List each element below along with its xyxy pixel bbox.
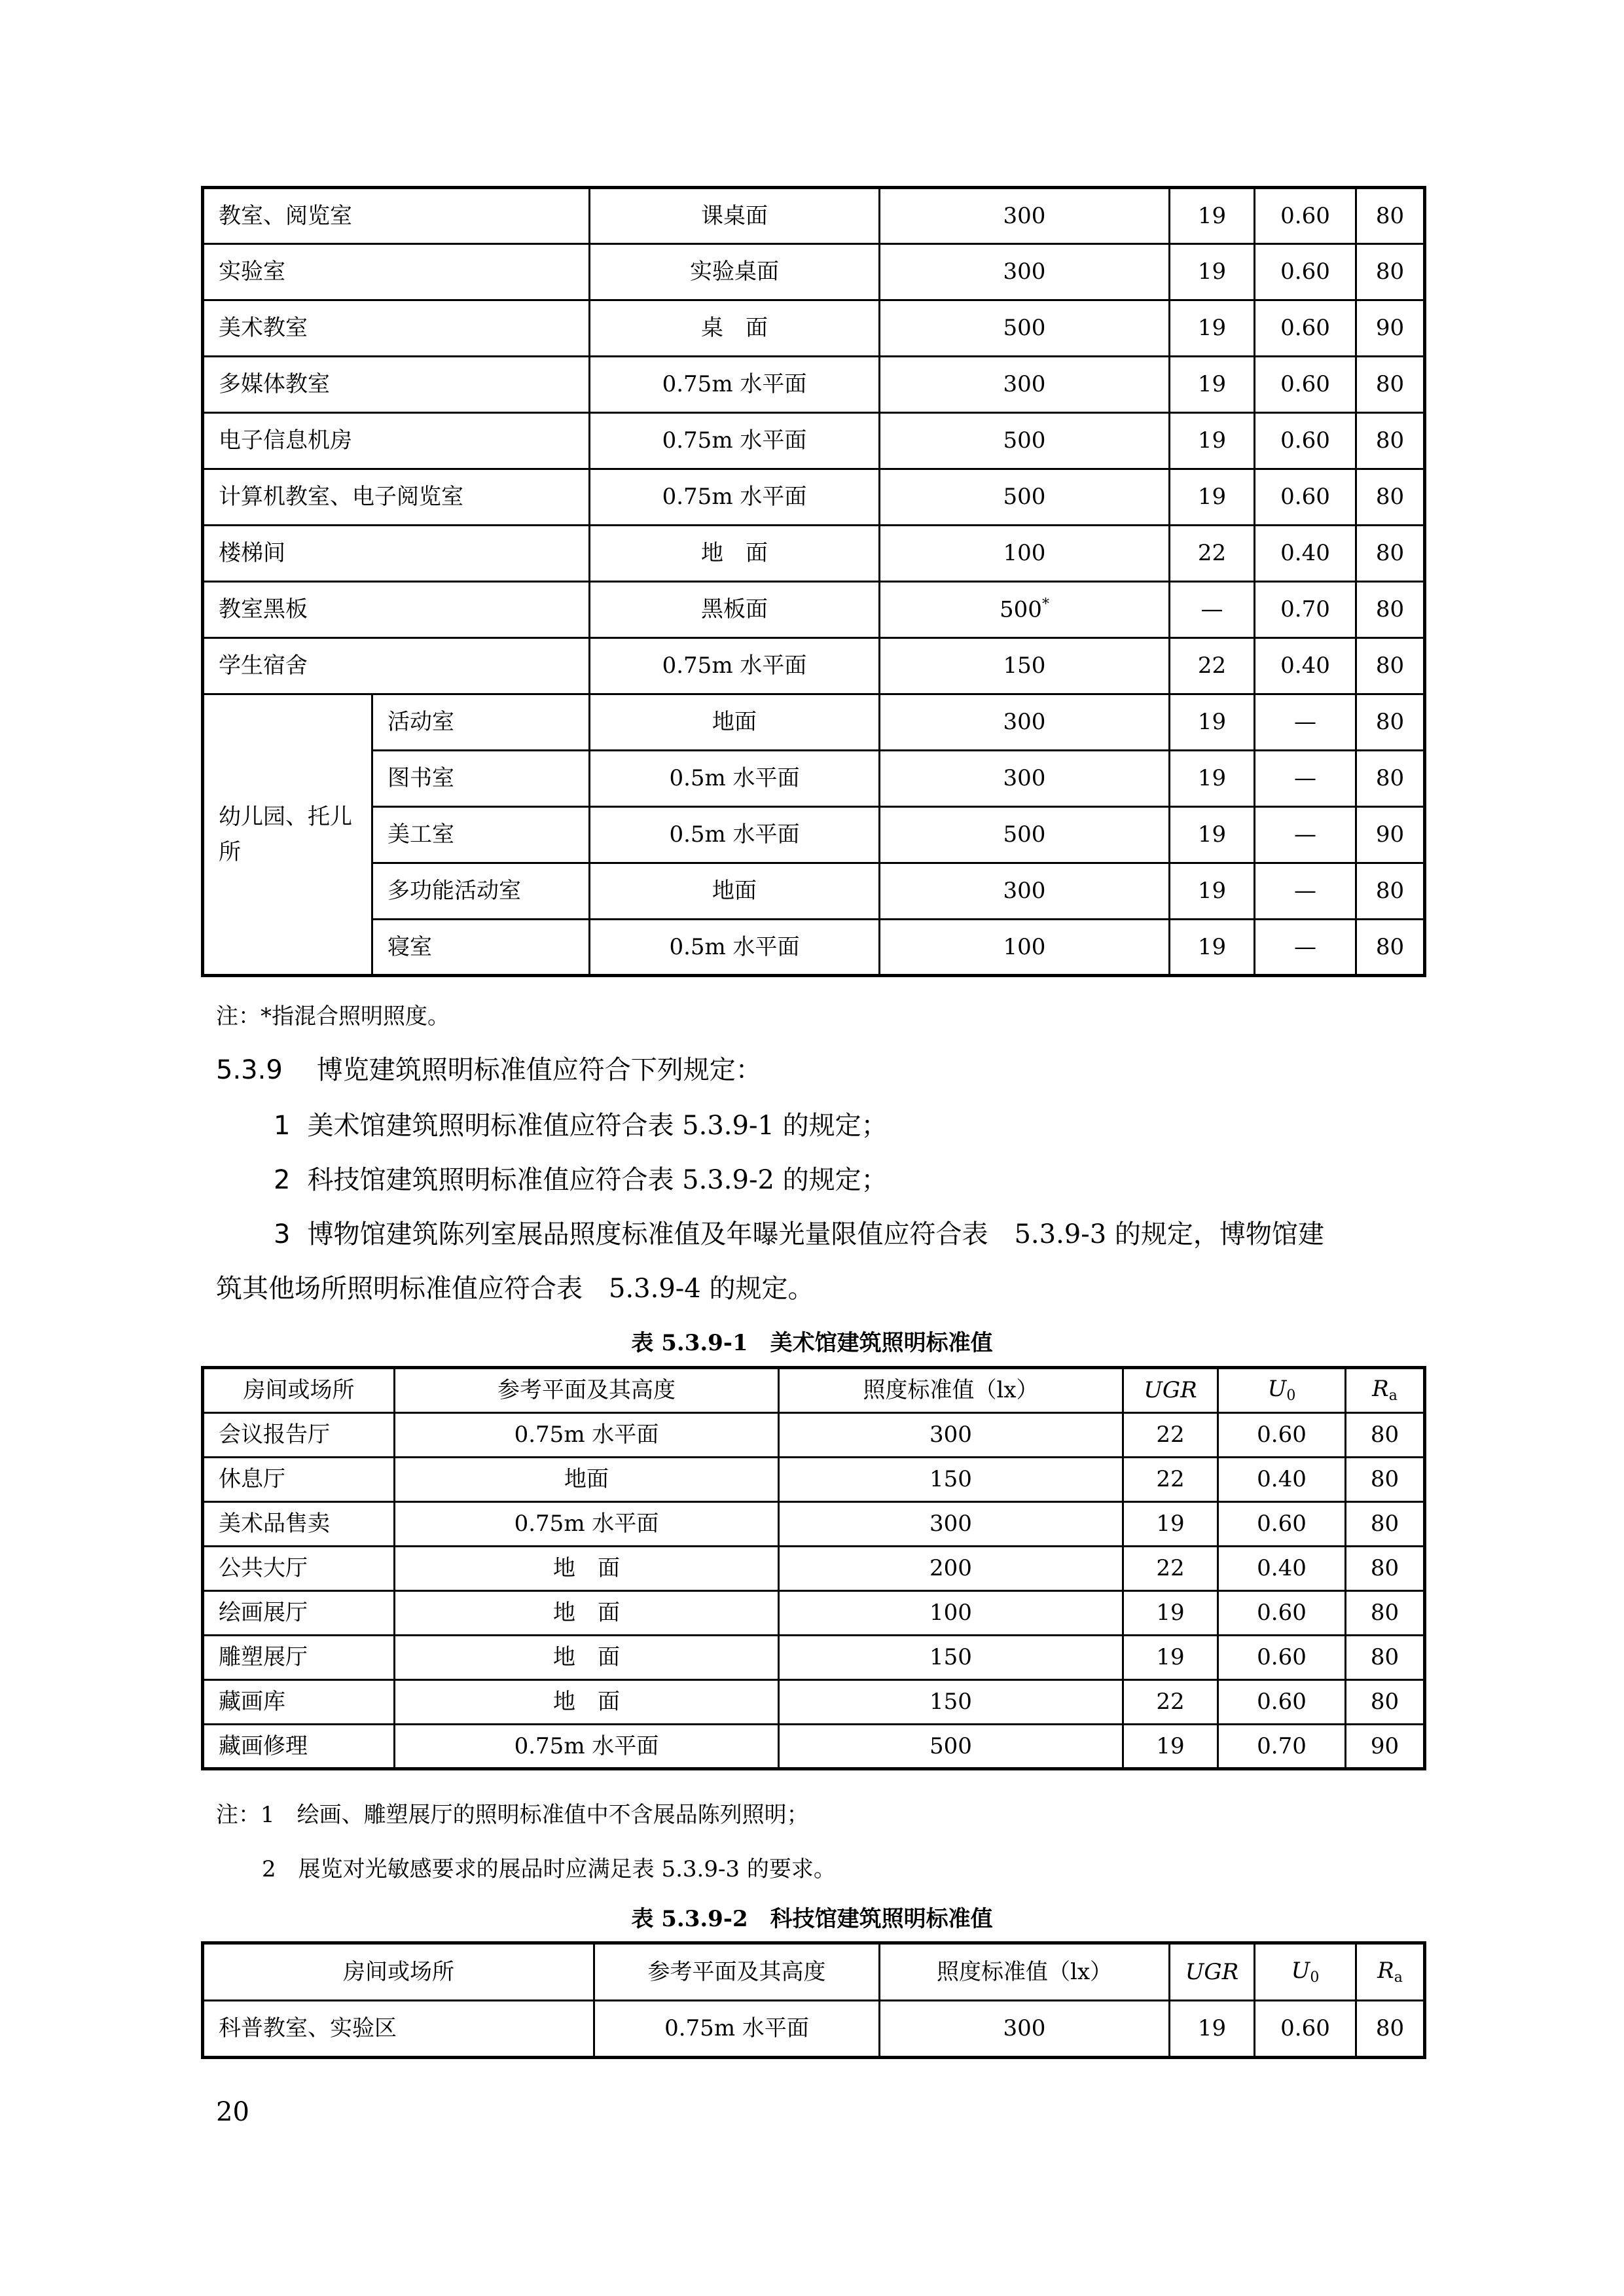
room-cell: 美工室 <box>372 807 590 863</box>
room-cell: 电子信息机房 <box>203 413 590 469</box>
footnote-mark: * <box>1041 596 1049 613</box>
plane-cell: 0.5m 水平面 <box>590 920 880 976</box>
ugr-cell: 19 <box>1123 1725 1218 1769</box>
table-row <box>203 300 1425 357</box>
ugr-cell: — <box>1170 582 1255 638</box>
plane-cell: 0.5m 水平面 <box>590 807 880 863</box>
table-row <box>203 920 1425 976</box>
lux-cell: 100 <box>779 1591 1123 1636</box>
table-row <box>203 413 1425 469</box>
lux-cell: 150 <box>779 1458 1123 1502</box>
ugr-cell: 19 <box>1170 863 1255 920</box>
table-row <box>203 357 1425 413</box>
u0-cell: — <box>1255 694 1356 751</box>
room-cell: 公共大厅 <box>203 1547 395 1591</box>
section-heading <box>216 1049 762 1086</box>
u0-cell: 0.40 <box>1218 1547 1346 1591</box>
header-ra: $R_a$ <box>1346 1368 1425 1413</box>
lux-cell: 100 <box>880 920 1170 976</box>
lux-value: 500 <box>1000 596 1042 623</box>
table-row <box>203 1458 1425 1502</box>
plane-cell: 地面 <box>590 863 880 920</box>
lux-cell <box>880 582 1170 638</box>
ra-cell: 80 <box>1346 1547 1425 1591</box>
plane-cell: 地 面 <box>395 1680 779 1725</box>
table-row <box>203 1680 1425 1725</box>
header-plane: 参考平面及其高度 <box>594 1943 880 2001</box>
room-cell: 教室、阅览室 <box>203 188 590 244</box>
ugr-cell: 19 <box>1123 1636 1218 1680</box>
lux-cell: 200 <box>779 1547 1123 1591</box>
plane-cell: 0.75m 水平面 <box>395 1502 779 1547</box>
table-row <box>203 188 1425 244</box>
header-room: 房间或场所 <box>203 1368 395 1413</box>
table-caption: 表 5.3.9-1 美术馆建筑照明标准值 <box>631 1330 993 1356</box>
science-museum-table <box>201 1941 1426 2059</box>
lux-cell: 150 <box>779 1636 1123 1680</box>
table-note: 注：*指混合照明照度。 <box>216 1003 450 1030</box>
u0-cell: — <box>1255 807 1356 863</box>
header-lux: 照度标准值（lx） <box>880 1943 1170 2001</box>
table-caption: 表 5.3.9-2 科技馆建筑照明标准值 <box>631 1906 993 1932</box>
u0-cell: 0.60 <box>1255 244 1356 300</box>
ugr-cell: 19 <box>1170 469 1255 526</box>
ra-cell: 80 <box>1356 582 1425 638</box>
ugr-cell: 19 <box>1170 413 1255 469</box>
ra-cell: 80 <box>1356 413 1425 469</box>
table-row <box>203 863 1425 920</box>
u0-cell: 0.40 <box>1255 526 1356 582</box>
room-cell: 教室黑板 <box>203 582 590 638</box>
ra-cell: 80 <box>1346 1458 1425 1502</box>
lux-cell: 300 <box>779 1413 1123 1458</box>
u0-cell: 0.70 <box>1255 582 1356 638</box>
ra-cell: 80 <box>1346 1413 1425 1458</box>
ugr-cell: 22 <box>1123 1458 1218 1502</box>
table-row <box>203 1413 1425 1458</box>
room-cell: 实验室 <box>203 244 590 300</box>
lux-cell: 300 <box>880 357 1170 413</box>
plane-cell: 地面 <box>395 1458 779 1502</box>
table-note: 注：1 绘画、雕塑展厅的照明标准值中不含展品陈列照明； <box>216 1802 809 1828</box>
room-cell: 藏画库 <box>203 1680 395 1725</box>
table-row <box>203 1547 1425 1591</box>
plane-cell: 0.75m 水平面 <box>590 357 880 413</box>
ra-cell: 90 <box>1356 300 1425 357</box>
lux-cell: 300 <box>880 694 1170 751</box>
room-cell: 美术品售卖 <box>203 1502 395 1547</box>
ra-cell: 80 <box>1356 694 1425 751</box>
plane-cell: 课桌面 <box>590 188 880 244</box>
u0-cell: — <box>1255 920 1356 976</box>
plane-cell: 地面 <box>590 694 880 751</box>
plane-cell: 地 面 <box>395 1547 779 1591</box>
table-row <box>203 526 1425 582</box>
lux-cell: 500 <box>880 807 1170 863</box>
table-row <box>203 638 1425 694</box>
ugr-cell: 19 <box>1170 2001 1255 2058</box>
u0-cell: 0.60 <box>1218 1591 1346 1636</box>
table-row <box>203 2001 1425 2058</box>
art-museum-table <box>201 1366 1426 1770</box>
plane-cell: 桌 面 <box>590 300 880 357</box>
ugr-cell: 19 <box>1170 751 1255 807</box>
section-title: 博览建筑照明标准值应符合下列规定： <box>316 1055 762 1085</box>
ra-cell: 80 <box>1356 526 1425 582</box>
page-number: 20 <box>216 2097 249 2127</box>
u0-cell: 0.60 <box>1255 300 1356 357</box>
lux-cell: 100 <box>880 526 1170 582</box>
ra-cell: 80 <box>1356 188 1425 244</box>
ugr-cell: 22 <box>1123 1413 1218 1458</box>
ra-cell: 80 <box>1356 357 1425 413</box>
room-cell: 美术教室 <box>203 300 590 357</box>
table-row <box>203 1725 1425 1769</box>
ugr-cell: 19 <box>1170 300 1255 357</box>
ra-cell: 80 <box>1356 638 1425 694</box>
ugr-cell: 19 <box>1170 357 1255 413</box>
room-cell: 图书室 <box>372 751 590 807</box>
room-cell: 雕塑展厅 <box>203 1636 395 1680</box>
header-plane: 参考平面及其高度 <box>395 1368 779 1413</box>
table-row <box>203 469 1425 526</box>
room-cell: 会议报告厅 <box>203 1413 395 1458</box>
header-ra: $R_a$ <box>1356 1943 1425 2001</box>
lux-cell: 300 <box>779 1502 1123 1547</box>
plane-cell: 0.75m 水平面 <box>594 2001 880 2058</box>
ugr-cell: 19 <box>1123 1591 1218 1636</box>
plane-cell: 0.75m 水平面 <box>590 638 880 694</box>
ra-cell: 80 <box>1356 920 1425 976</box>
lux-cell: 300 <box>880 2001 1170 2058</box>
header-lux: 照度标准值（lx） <box>779 1368 1123 1413</box>
ugr-cell: 22 <box>1170 526 1255 582</box>
lux-cell: 300 <box>880 188 1170 244</box>
ugr-cell: 19 <box>1170 807 1255 863</box>
plane-cell: 黑板面 <box>590 582 880 638</box>
plane-cell: 地 面 <box>395 1591 779 1636</box>
lux-cell: 300 <box>880 863 1170 920</box>
ugr-cell: 19 <box>1123 1502 1218 1547</box>
plane-cell: 0.5m 水平面 <box>590 751 880 807</box>
plane-cell: 地 面 <box>395 1636 779 1680</box>
ugr-cell: 22 <box>1170 638 1255 694</box>
header-room: 房间或场所 <box>203 1943 594 2001</box>
table-row <box>203 1502 1425 1547</box>
school-lighting-table <box>201 186 1426 977</box>
room-cell: 多功能活动室 <box>372 863 590 920</box>
table-header-row <box>203 1368 1425 1413</box>
lux-cell: 500 <box>880 413 1170 469</box>
header-u0: $U_0$ <box>1255 1943 1356 2001</box>
u0-cell: 0.60 <box>1255 357 1356 413</box>
ra-cell: 80 <box>1356 751 1425 807</box>
u0-cell: 0.60 <box>1255 188 1356 244</box>
u0-cell: 0.60 <box>1218 1680 1346 1725</box>
plane-cell: 0.75m 水平面 <box>590 469 880 526</box>
ugr-cell: 19 <box>1170 920 1255 976</box>
plane-cell: 地 面 <box>590 526 880 582</box>
table-row <box>203 582 1425 638</box>
u0-cell: 0.70 <box>1218 1725 1346 1769</box>
table-row <box>203 1591 1425 1636</box>
ra-cell: 80 <box>1346 1680 1425 1725</box>
list-item: 1 美术馆建筑照明标准值应符合表 5.3.9-1 的规定； <box>274 1111 888 1141</box>
room-cell: 多媒体教室 <box>203 357 590 413</box>
ra-cell: 80 <box>1346 1502 1425 1547</box>
room-cell: 活动室 <box>372 694 590 751</box>
lux-cell: 500 <box>880 469 1170 526</box>
ra-cell: 80 <box>1356 2001 1425 2058</box>
ra-cell: 80 <box>1356 469 1425 526</box>
list-item: 3 博物馆建筑陈列室展品照度标准值及年曝光量限值应符合表 5.3.9-3 的规定，博物馆建 <box>274 1219 1324 1249</box>
u0-cell: 0.60 <box>1218 1413 1346 1458</box>
u0-cell: 0.60 <box>1218 1636 1346 1680</box>
room-cell: 休息厅 <box>203 1458 395 1502</box>
header-u0: $U_0$ <box>1218 1368 1346 1413</box>
table-row <box>203 694 1425 751</box>
plane-cell: 实验桌面 <box>590 244 880 300</box>
plane-cell: 0.75m 水平面 <box>395 1413 779 1458</box>
u0-cell: 0.60 <box>1255 413 1356 469</box>
room-cell: 藏画修理 <box>203 1725 395 1769</box>
table-row <box>203 244 1425 300</box>
lux-cell: 500 <box>779 1725 1123 1769</box>
lux-cell: 300 <box>880 244 1170 300</box>
u0-cell: — <box>1255 751 1356 807</box>
room-cell: 绘画展厅 <box>203 1591 395 1636</box>
room-cell: 科普教室、实验区 <box>203 2001 594 2058</box>
ra-cell: 80 <box>1346 1636 1425 1680</box>
table-row <box>203 807 1425 863</box>
ra-cell: 90 <box>1346 1725 1425 1769</box>
u0-cell: — <box>1255 863 1356 920</box>
group-label-cell: 幼儿园、托儿所 <box>203 694 372 976</box>
ugr-cell: 22 <box>1123 1680 1218 1725</box>
room-cell: 学生宿舍 <box>203 638 590 694</box>
room-cell: 楼梯间 <box>203 526 590 582</box>
lux-cell: 500 <box>880 300 1170 357</box>
lux-cell: 150 <box>779 1680 1123 1725</box>
table-header-row <box>203 1943 1425 2001</box>
u0-cell: 0.40 <box>1255 638 1356 694</box>
u0-cell: 0.60 <box>1255 469 1356 526</box>
table-row <box>203 751 1425 807</box>
u0-cell: 0.60 <box>1255 2001 1356 2058</box>
header-ugr: UGR <box>1123 1368 1218 1413</box>
room-cell: 计算机教室、电子阅览室 <box>203 469 590 526</box>
ugr-cell: 22 <box>1123 1547 1218 1591</box>
u0-cell: 0.60 <box>1218 1502 1346 1547</box>
room-cell: 寝室 <box>372 920 590 976</box>
ugr-cell: 19 <box>1170 694 1255 751</box>
list-item-continuation: 筑其他场所照明标准值应符合表 5.3.9-4 的规定。 <box>216 1274 814 1304</box>
lux-cell: 150 <box>880 638 1170 694</box>
table-row <box>203 1636 1425 1680</box>
table-note: 2 展览对光敏感要求的展品时应满足表 5.3.9-3 的要求。 <box>262 1856 836 1882</box>
lux-cell: 300 <box>880 751 1170 807</box>
list-item: 2 科技馆建筑照明标准值应符合表 5.3.9-2 的规定； <box>274 1165 888 1195</box>
header-ugr: UGR <box>1170 1943 1255 2001</box>
ra-cell: 80 <box>1356 863 1425 920</box>
plane-cell: 0.75m 水平面 <box>590 413 880 469</box>
ugr-cell: 19 <box>1170 188 1255 244</box>
u0-cell: 0.40 <box>1218 1458 1346 1502</box>
plane-cell: 0.75m 水平面 <box>395 1725 779 1769</box>
section-number: 5.3.9 <box>216 1055 283 1085</box>
ra-cell: 90 <box>1356 807 1425 863</box>
ugr-cell: 19 <box>1170 244 1255 300</box>
ra-cell: 80 <box>1356 244 1425 300</box>
ra-cell: 80 <box>1346 1591 1425 1636</box>
